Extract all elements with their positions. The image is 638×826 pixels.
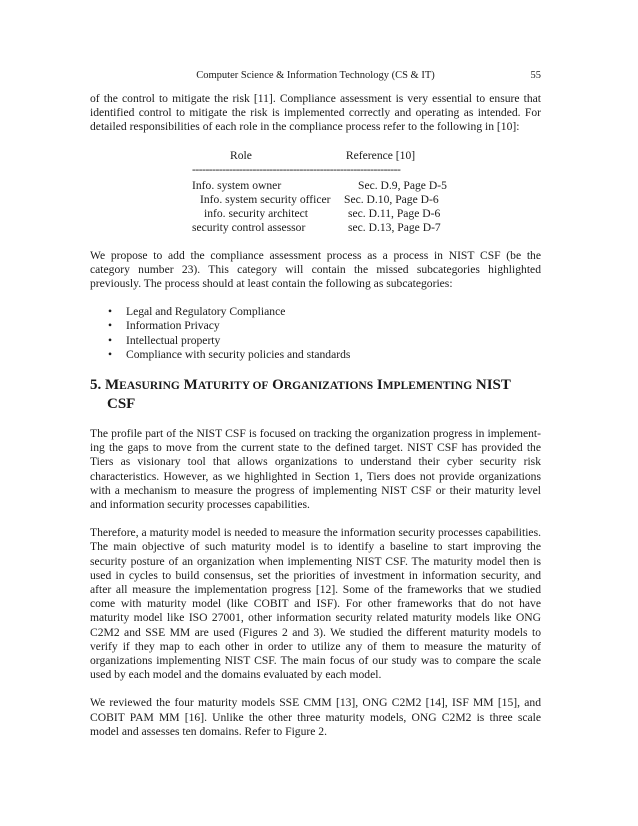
section-number: 5. (90, 377, 102, 394)
heading-smallcaps: MPLEMENTING (382, 380, 473, 393)
list-item-text: Information Privacy (126, 319, 220, 333)
heading-smallcaps: RGANIZATIONS (283, 380, 374, 393)
reference-cell: Sec. D.10, Page D-6 (344, 192, 439, 206)
list-item (108, 334, 541, 348)
subcategory-list (90, 305, 541, 362)
paragraph-profile-tiers: The profile part of the NIST CSF is focused on tracking the organization progress in implement-ing the gaps to move from the current state to the defined target. NIST CSF has provided the Tiers as visionary tool that allows organizations to understand their cyber security risk characteristics. However, as we highlighted in Section 1, Tiers does not provide organizations with a mechanism to measure the progress of implementing NIST CSF or their maturity level and information security processes capabilities. (90, 427, 541, 512)
bullet-icon: • (108, 305, 113, 319)
table-row (192, 179, 450, 193)
heading-initial: M (183, 377, 198, 394)
role-reference-table (192, 149, 450, 235)
heading-initial: O (272, 377, 284, 394)
bullet-icon: • (108, 319, 113, 333)
role-cell: Info. system security officer (200, 192, 331, 206)
heading-tail: NIST (475, 377, 511, 394)
reference-cell: sec. D.13, Page D-7 (348, 220, 441, 234)
list-item (108, 305, 541, 319)
list-item (108, 348, 541, 362)
list-item-text: Intellectual property (126, 333, 221, 347)
page-number: 55 (530, 70, 541, 81)
bullet-icon: • (108, 347, 113, 361)
table-row (192, 221, 450, 235)
table-separator: -------------------------------------------------------------- (192, 163, 401, 176)
table-row (192, 207, 450, 221)
list-item-text: Compliance with security policies and standards (126, 347, 351, 361)
role-column-header: Role (230, 148, 252, 162)
paragraph-compliance-proposal: We propose to add the compliance assessment process as a process in NIST CSF (be the category number 23). This category will contain the missed subcategories highlighted previously. The process should at least contain the following as subcategories: (90, 248, 541, 291)
reference-column-header: Reference [10] (345, 148, 416, 162)
heading-smallcaps: ATURITY OF (197, 380, 269, 393)
role-cell: security control assessor (192, 220, 306, 234)
bullet-icon: • (108, 333, 113, 347)
heading-line2: CSF (107, 396, 136, 413)
role-cell: Info. system owner (192, 178, 282, 192)
paragraph-models-reviewed: We reviewed the four maturity models SSE CMM [13], ONG C2M2 [14], ISF MM [15], and COBIT PAM MM [16]. Unlike the other three maturity models, ONG C2M2 is three scale model and assesses ten domains. Refer to Figure 2. (90, 696, 541, 738)
role-cell: info. security architect (204, 206, 308, 220)
section-heading (90, 376, 541, 413)
table-row (192, 193, 450, 207)
heading-initial: M (105, 377, 120, 394)
paragraph-maturity-model: Therefore, a maturity model is needed to measure the information security processes capabilities. The main objective of such maturity model is to identify a baseline to start improving the security posture of an organization when implementing NIST CSF. The maturity model then is used in cycles to build consensus, set the priorities of investment in information security, and after all measure the implementation progress [12]. Some of the frameworks that we studied come with maturity model (like COBIT and ISF). For other frameworks that do not have maturity model like ISO 27001, other information security related maturity models like ONG C2M2 and SSE MM are used (Figures 2 and 3). We studied the different maturity models to verify if they map to each other in order to utilize any of them to measure the maturity of organizations implementing NIST CSF. The main focus of our study was to compare the scale used by each model and the domains evaluated by each model. (90, 526, 541, 682)
running-header: Computer Science & Information Technology (CS & IT) (196, 70, 435, 81)
heading-initial: I (376, 377, 383, 394)
reference-cell: sec. D.11, Page D-6 (348, 206, 441, 220)
reference-cell: Sec. D.9, Page D-5 (358, 178, 447, 192)
role-table-header (192, 149, 450, 163)
heading-smallcaps: EASURING (119, 380, 180, 393)
paragraph-compliance-intro: of the control to mitigate the risk [11]. Compliance assessment is very essential to ensure that identified control to mitigate the risk is implemented correctly and operating as intended. For detailed responsibilities of each role in the compliance process refer to the following in [10]: (90, 92, 541, 134)
page-body (90, 92, 541, 753)
list-item-text: Legal and Regulatory Compliance (126, 305, 286, 319)
list-item (108, 319, 541, 333)
